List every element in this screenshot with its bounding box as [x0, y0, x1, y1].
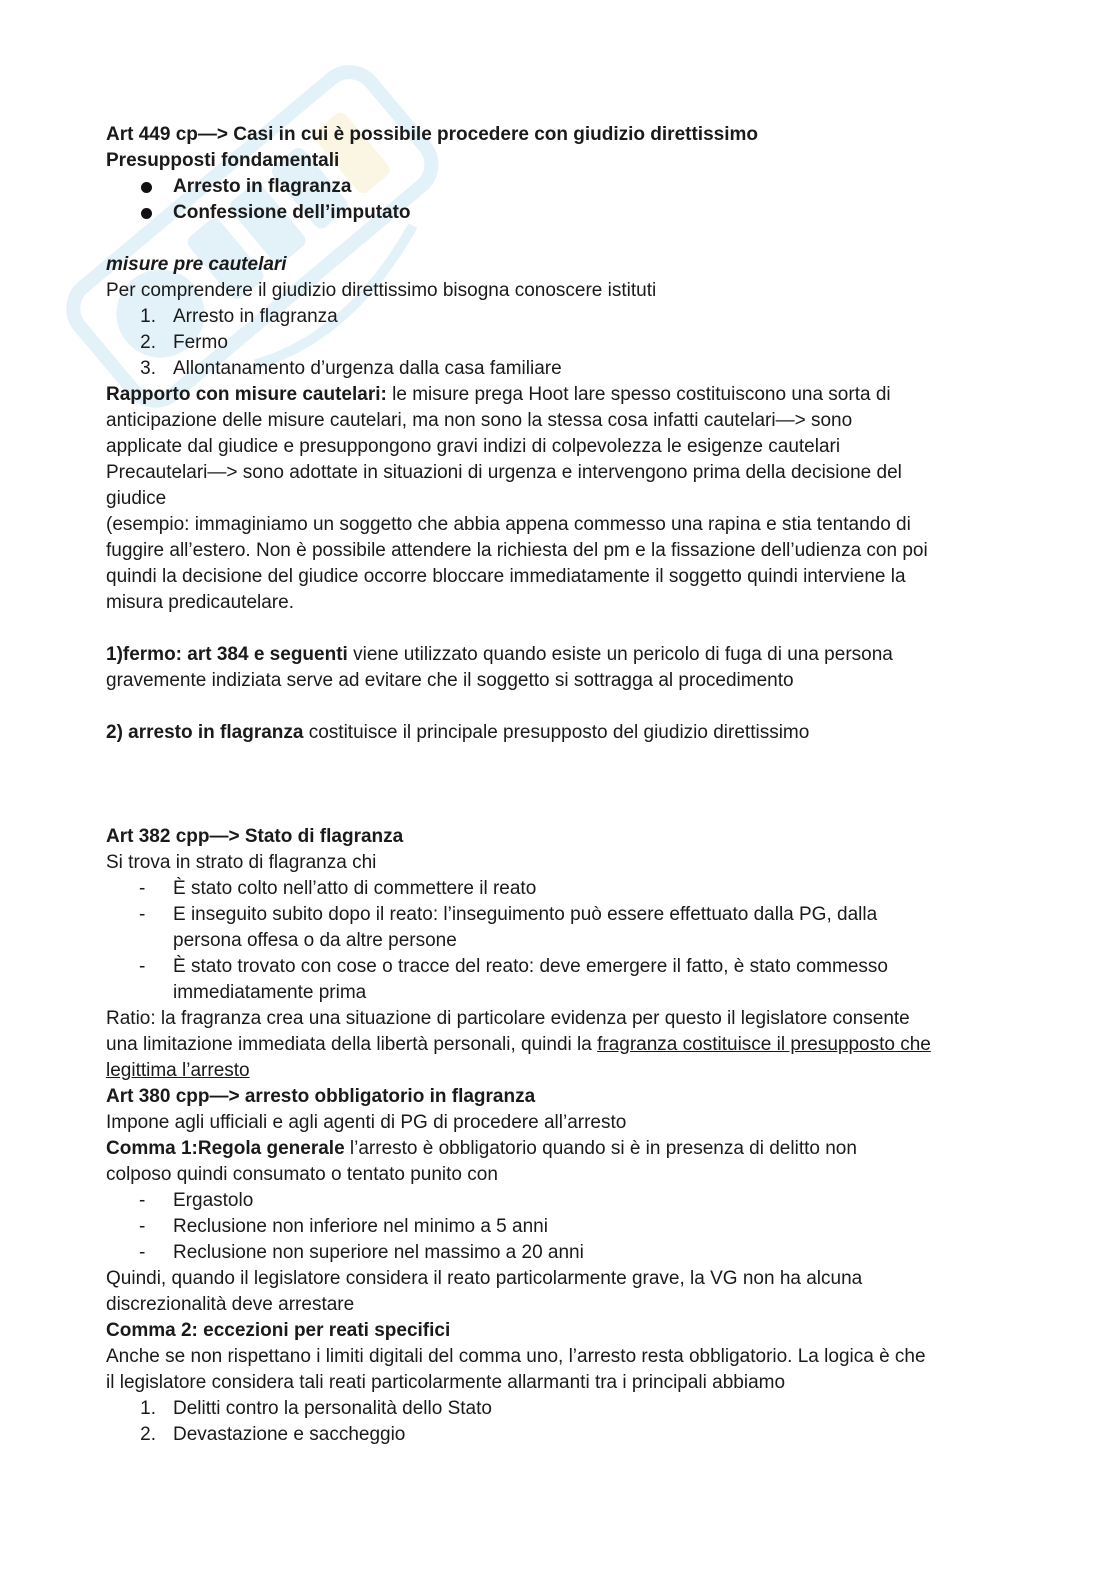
list-item: 2. Fermo	[140, 332, 228, 353]
list-item: - Reclusione non superiore nel massimo a 20 anni	[139, 1242, 584, 1263]
list-item: 3. Allontanamento d’urgenza dalla casa familiare	[140, 358, 562, 379]
arresto-label: 2) arresto in flagranza	[106, 722, 304, 743]
art380-heading: Art 380 cpp—> arresto obbligatorio in flagranza	[106, 1086, 536, 1107]
fermo-label: 1)fermo: art 384 e seguenti	[106, 644, 348, 665]
quindi-paragraph: Quindi, quando il legislatore considera il reato particolarmente grave, la VG non ha alcuna discrezionalità deve arrestare	[106, 1268, 863, 1315]
list-item: Confessione dell’imputato	[106, 200, 1016, 226]
rapporto-paragraph: Rapporto con misure cautelari: le misure prega Hoot lare spesso costituiscono una sorta di anticipazione delle misure cautelari, ma non sono la stessa cosa infatti cautelari—> sono applicate dal giudice e presuppongono gravi indizi di colpevolezza le esigenze cautelari Precautelari—> sono adottate in situazioni di urgenza e intervengono prima della decisione del giudice	[106, 384, 902, 509]
presupposti-title: Presupposti fondamentali	[106, 150, 340, 171]
presupposti-list	[106, 174, 1016, 226]
misure-title: misure pre cautelari	[106, 254, 287, 275]
list-item: 1. Arresto in flagranza	[140, 306, 338, 327]
comma1-label: Comma 1:Regola generale	[106, 1138, 345, 1159]
list-item: - Ergastolo	[139, 1190, 254, 1211]
bullet-icon	[141, 182, 152, 193]
flagranza-list	[106, 876, 1016, 1006]
misure-intro: Per comprendere il giudizio direttissimo bisogna conoscere istituti	[106, 280, 657, 301]
comma1-paragraph: Comma 1:Regola generale l’arresto è obbligatorio quando si è in presenza di delitto non colposo quindi consumato o tentato punito con	[106, 1138, 857, 1185]
reati-list	[106, 1396, 1016, 1448]
art449-heading: Art 449 cp—> Casi in cui è possibile procedere con giudizio direttissimo	[106, 124, 758, 145]
list-item: - E inseguito subito dopo il reato: l’inseguimento può essere effettuato dalla PG, dalla persona offesa o da altre persone	[139, 904, 878, 951]
bullet-icon	[141, 208, 152, 219]
art382-heading: Art 382 cpp—> Stato di flagranza	[106, 826, 404, 847]
list-item: - Reclusione non inferiore nel minimo a 5 anni	[139, 1216, 548, 1237]
rapporto-label: Rapporto con misure cautelari:	[106, 384, 387, 405]
list-item: - È stato colto nell’atto di commettere il reato	[139, 878, 537, 899]
fermo-paragraph: 1)fermo: art 384 e seguenti viene utilizzato quando esiste un pericolo di fuga di una persona gravemente indiziata serve ad evitare che il soggetto si sottragga al procedimento	[106, 644, 893, 691]
comma2-heading: Comma 2: eccezioni per reati specifici	[106, 1320, 451, 1341]
arresto-paragraph: 2) arresto in flagranza costituisce il principale presupposto del giudizio direttissimo	[106, 722, 810, 743]
list-item: Arresto in flagranza	[106, 174, 1016, 200]
art382-intro: Si trova in strato di flagranza chi	[106, 852, 377, 873]
comma2-paragraph: Anche se non rispettano i limiti digitali del comma uno, l’arresto resta obbligatorio. La logica è che il legislatore considera tali reati particolarmente allarmanti tra i principali abbiamo	[106, 1346, 926, 1393]
esempio-paragraph: (esempio: immaginiamo un soggetto che abbia appena commesso una rapina e stia tentando di fuggire all’estero. Non è possibile attendere la richiesta del pm e la fissazione dell’udienza con poi quindi la decisione del giudice occorre bloccare immediatamente il soggetto quindi interviene la misura predicautelare.	[106, 514, 928, 613]
pene-list	[106, 1188, 1016, 1266]
ratio-paragraph: Ratio: la fragranza crea una situazione di particolare evidenza per questo il legislatore consente una limitazione immediata della libertà personali, quindi la fragranza costituisce il presupposto che legittima l’arresto	[106, 1008, 931, 1081]
list-item: 2. Devastazione e saccheggio	[140, 1424, 406, 1445]
document-page	[106, 122, 1016, 1448]
art380-intro: Impone agli ufficiali e agli agenti di PG di procedere all’arresto	[106, 1112, 627, 1133]
list-item: - È stato trovato con cose o tracce del reato: deve emergere il fatto, è stato commesso immediatamente prima	[139, 956, 888, 1003]
istituti-list	[106, 304, 1016, 382]
list-item: 1. Delitti contro la personalità dello Stato	[140, 1398, 492, 1419]
